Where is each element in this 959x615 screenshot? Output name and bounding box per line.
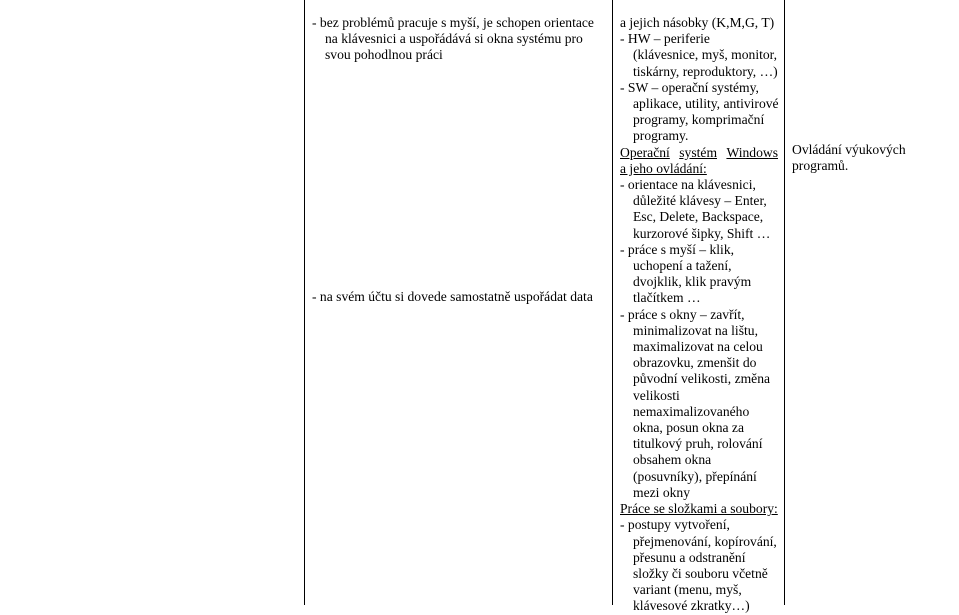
topic-line: - práce s okny – zavřít,	[620, 306, 745, 322]
topic-line: původní velikosti, změna	[633, 371, 771, 387]
heading-word: Windows	[726, 144, 778, 160]
topic-line: tiskárny, reproduktory, …)	[633, 63, 778, 79]
table-border-left	[304, 0, 305, 605]
heading-windows	[620, 145, 778, 161]
topic-line: maximalizovat na celou	[633, 339, 763, 355]
topic-line: - práce s myší – klik,	[620, 241, 735, 257]
topic-line: - orientace na klávesnici,	[620, 177, 756, 193]
topic-line: programy.	[633, 128, 689, 144]
topic-line: mezi okny	[633, 484, 691, 500]
topic-line: klávesové zkratky…)	[633, 598, 750, 614]
topic-line: - postupy vytvoření,	[620, 517, 730, 533]
outcome-line-data: - na svém účtu si dovede samostatně uspořádat data	[312, 289, 593, 304]
topic-line: nemaximalizovaného	[633, 403, 750, 419]
topic-line: okna, posun okna za	[633, 420, 744, 436]
topic-line: Esc, Delete, Backspace,	[633, 209, 764, 225]
topic-line: (posuvníky), přepínání	[633, 468, 757, 484]
topic-list	[620, 177, 782, 501]
topic-line: - SW – operační systémy,	[620, 79, 759, 95]
topic-line: velikosti	[633, 387, 680, 403]
topic-line: - HW – periferie	[620, 31, 710, 47]
column-outcomes	[312, 15, 608, 64]
topic-line: minimalizovat na lištu,	[633, 322, 758, 338]
topic-line: tlačítkem …	[633, 290, 701, 306]
heading-word: Operační	[620, 144, 670, 160]
topic-line: obrazovku, zmenšit do	[633, 355, 757, 371]
topic-line: a jejich násobky (K,M,G, T)	[620, 15, 775, 30]
topic-line: obsahem okna	[633, 452, 712, 468]
topic-line: variant (menu, myš,	[633, 582, 742, 598]
column-notes	[792, 142, 957, 174]
topic-line: přesunu a odstranění	[633, 549, 746, 565]
note-line: programů.	[792, 158, 849, 174]
outcome-line: - bez problémů pracuje s myší, je schopen orientace	[312, 15, 594, 30]
topic-list	[620, 15, 782, 145]
topic-line: aplikace, utility, antivirové	[633, 96, 779, 112]
topic-line: (klávesnice, myš, monitor,	[633, 47, 778, 63]
topic-list	[620, 517, 782, 614]
table-border-middle	[612, 0, 613, 605]
outcome-line: svou pohodlnou práci	[325, 47, 443, 63]
topic-line: přejmenování, kopírování,	[633, 533, 777, 549]
topic-line: složky či souboru včetně	[633, 565, 768, 581]
column-topics	[620, 15, 782, 615]
topic-line: důležité klávesy – Enter,	[633, 193, 767, 209]
note-line: Ovládání výukových	[792, 142, 906, 157]
table-border-right	[784, 0, 785, 605]
topic-line: titulkový pruh, rolování	[633, 436, 763, 452]
outcome-line: na klávesnici a uspořádává si okna systému pro	[325, 31, 583, 47]
heading-word: systém	[679, 144, 718, 160]
heading-windows-line2: a jeho ovládání:	[620, 160, 707, 176]
heading-files: Práce se složkami a soubory:	[620, 501, 778, 517]
topic-line: kurzorové šipky, Shift …	[633, 225, 771, 241]
topic-line: programy, komprimační	[633, 112, 765, 128]
topic-line: uchopení a tažení,	[633, 258, 732, 274]
topic-line: dvojklik, klik pravým	[633, 274, 752, 290]
